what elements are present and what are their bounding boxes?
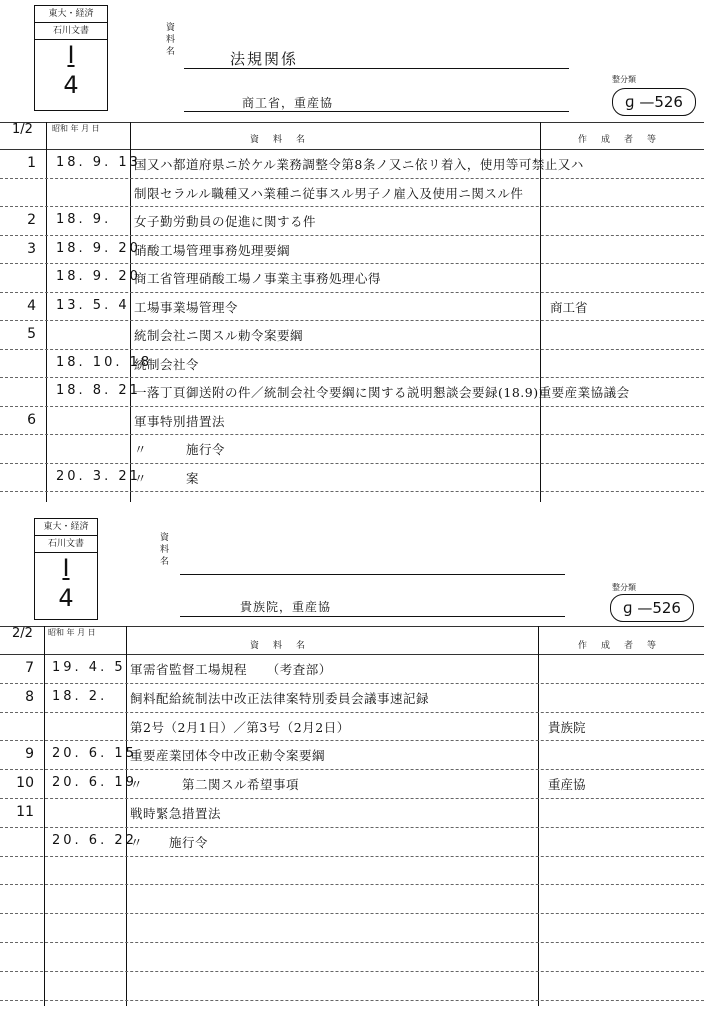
page-indicator: 2/2: [12, 626, 33, 641]
row-date: 18. 2.: [52, 688, 108, 704]
row-title: 飼料配給統制法中改正法律案特別委員会議事速記録: [130, 690, 430, 706]
classification-label: 整分類: [612, 75, 636, 84]
row-number: 11: [16, 804, 34, 820]
row-date: 18. 9. 13: [56, 155, 141, 170]
classification-number: ɡ —526: [610, 594, 694, 622]
row-rule: [0, 406, 704, 407]
row-rule: [0, 320, 704, 321]
row-number: 5: [27, 326, 36, 342]
archive-stamp: [34, 518, 98, 620]
row-rule: [0, 178, 704, 179]
row-date: 13. 5. 4: [56, 297, 130, 313]
col-divider-date: [130, 122, 131, 502]
row-title: 統制会社令: [134, 356, 200, 372]
row-rule: [0, 856, 704, 857]
row-rule: [0, 491, 704, 492]
col-author-header: 作成者等: [578, 641, 671, 651]
table-top-border: [0, 626, 704, 627]
row-number: 6: [27, 411, 36, 428]
row-title: 戦時緊急措置法: [130, 806, 222, 821]
col-author-header: 作成者等: [578, 135, 671, 145]
row-date: 18. 8. 21: [56, 383, 141, 398]
row-number: 4: [27, 297, 36, 314]
subject-underline: [180, 574, 565, 575]
row-title: 〃 案: [134, 470, 200, 486]
row-author: 貴族院: [548, 719, 586, 735]
row-rule: [0, 263, 704, 264]
stamp-collection: 石川文書: [35, 23, 107, 40]
row-rule: [0, 712, 704, 713]
stamp-university: 東大・経済: [35, 6, 107, 23]
row-title: 工場事業場管理令: [134, 299, 239, 315]
row-date: 20. 6. 15: [52, 746, 137, 762]
row-date: 18. 9. 20: [56, 269, 141, 284]
row-number: 8: [25, 688, 34, 705]
col-date-header: 昭和 年 月 日: [48, 628, 96, 637]
row-title: 制限セラルル職種又ハ業種ニ従事スル男子ノ雇入及使用ニ関スル件: [134, 185, 524, 201]
archive-stamp: [34, 5, 108, 111]
page-indicator: 1/2: [12, 122, 33, 137]
row-title: 軍需省監督工場規程 （考査部）: [130, 662, 332, 677]
row-rule: [0, 942, 704, 943]
header-bottom-border: [0, 149, 704, 150]
subject-underline: [184, 68, 569, 69]
row-rule: [0, 292, 704, 293]
stamp-volume: I: [62, 554, 70, 582]
row-date: 18. 9. 20: [56, 240, 141, 256]
row-rule: [0, 798, 704, 799]
col-divider-no: [46, 122, 47, 502]
material-name-label: 資料名: [160, 533, 170, 567]
row-rule: [0, 235, 704, 236]
row-rule: [0, 971, 704, 972]
row-date: 18. 10. 18: [56, 354, 153, 370]
row-number: 7: [25, 660, 34, 676]
row-date: 20. 6. 19: [52, 775, 137, 791]
stamp-university: 東大・経済: [35, 519, 97, 536]
row-title: 第2号（2月1日）／第3号（2月2日）: [130, 719, 350, 735]
source-underline: [180, 616, 565, 617]
row-number: 10: [16, 775, 34, 792]
row-rule: [0, 769, 704, 770]
row-title: 一落丁頁御送附の件／統制会社令要綱に関する説明懇談会要録(18.9)重要産業協議会: [134, 385, 630, 400]
row-number: 3: [27, 240, 36, 257]
row-title: 統制会社ニ関スル勅令案要綱: [134, 328, 304, 343]
row-rule: [0, 206, 704, 207]
classification-label: 整分類: [612, 583, 636, 592]
material-name-label: 資料名: [166, 23, 176, 57]
row-rule: [0, 463, 704, 464]
stamp-volume: I: [67, 41, 75, 69]
card-source: 貴族院，重産協: [240, 600, 332, 614]
header-bottom-border: [0, 654, 704, 655]
row-rule: [0, 827, 704, 828]
stamp-number: 4: [63, 71, 79, 99]
stamp-number: 4: [58, 584, 74, 612]
row-number: 1: [27, 155, 36, 171]
row-rule: [0, 913, 704, 914]
card-source: 商工省，重産協: [242, 96, 334, 110]
classification-number: ɡ —526: [612, 88, 696, 116]
col-divider-author: [540, 122, 541, 502]
row-title: 〃 施行令: [130, 834, 209, 850]
row-title: 硝酸工場管理事務処理要綱: [134, 242, 291, 258]
row-rule: [0, 884, 704, 885]
row-title: 軍事特別措置法: [134, 413, 226, 429]
index-card-2: [0, 508, 704, 1009]
col-title-header: 資料名: [250, 135, 320, 145]
row-date: 18. 9.: [56, 212, 112, 227]
stamp-collection: 石川文書: [35, 536, 97, 553]
col-date-header: 昭和 年 月 日: [52, 124, 100, 133]
row-title: 重要産業団体令中改正勅令案要綱: [130, 748, 326, 764]
row-rule: [0, 434, 704, 435]
card-subject: 法規関係: [230, 50, 299, 68]
row-rule: [0, 349, 704, 350]
row-rule: [0, 683, 704, 684]
row-author: 商工省: [550, 299, 588, 315]
table-top-border: [0, 122, 704, 123]
row-number: 2: [27, 212, 36, 228]
row-rule: [0, 740, 704, 741]
row-number: 9: [25, 746, 34, 763]
row-author: 重産協: [548, 777, 586, 793]
row-title: 〃 第二関スル希望事項: [130, 777, 300, 793]
row-date: 20. 6. 22: [52, 832, 137, 848]
row-title: 〃 施行令: [134, 442, 226, 457]
row-date: 20. 3. 21: [56, 468, 141, 484]
col-title-header: 資料名: [250, 641, 320, 651]
row-title: 商工省管理硝酸工場ノ事業主事務処理心得: [134, 271, 382, 286]
row-date: 19. 4. 5: [52, 660, 126, 675]
row-rule: [0, 1000, 704, 1001]
source-underline: [184, 111, 569, 112]
row-title: 女子勤労動員の促進に関する件: [134, 214, 317, 229]
row-title: 国又ハ都道府県ニ於ケル業務調整令第8条ノ又ニ依リ着入，使用等可禁止又ハ: [134, 157, 584, 172]
row-rule: [0, 377, 704, 378]
